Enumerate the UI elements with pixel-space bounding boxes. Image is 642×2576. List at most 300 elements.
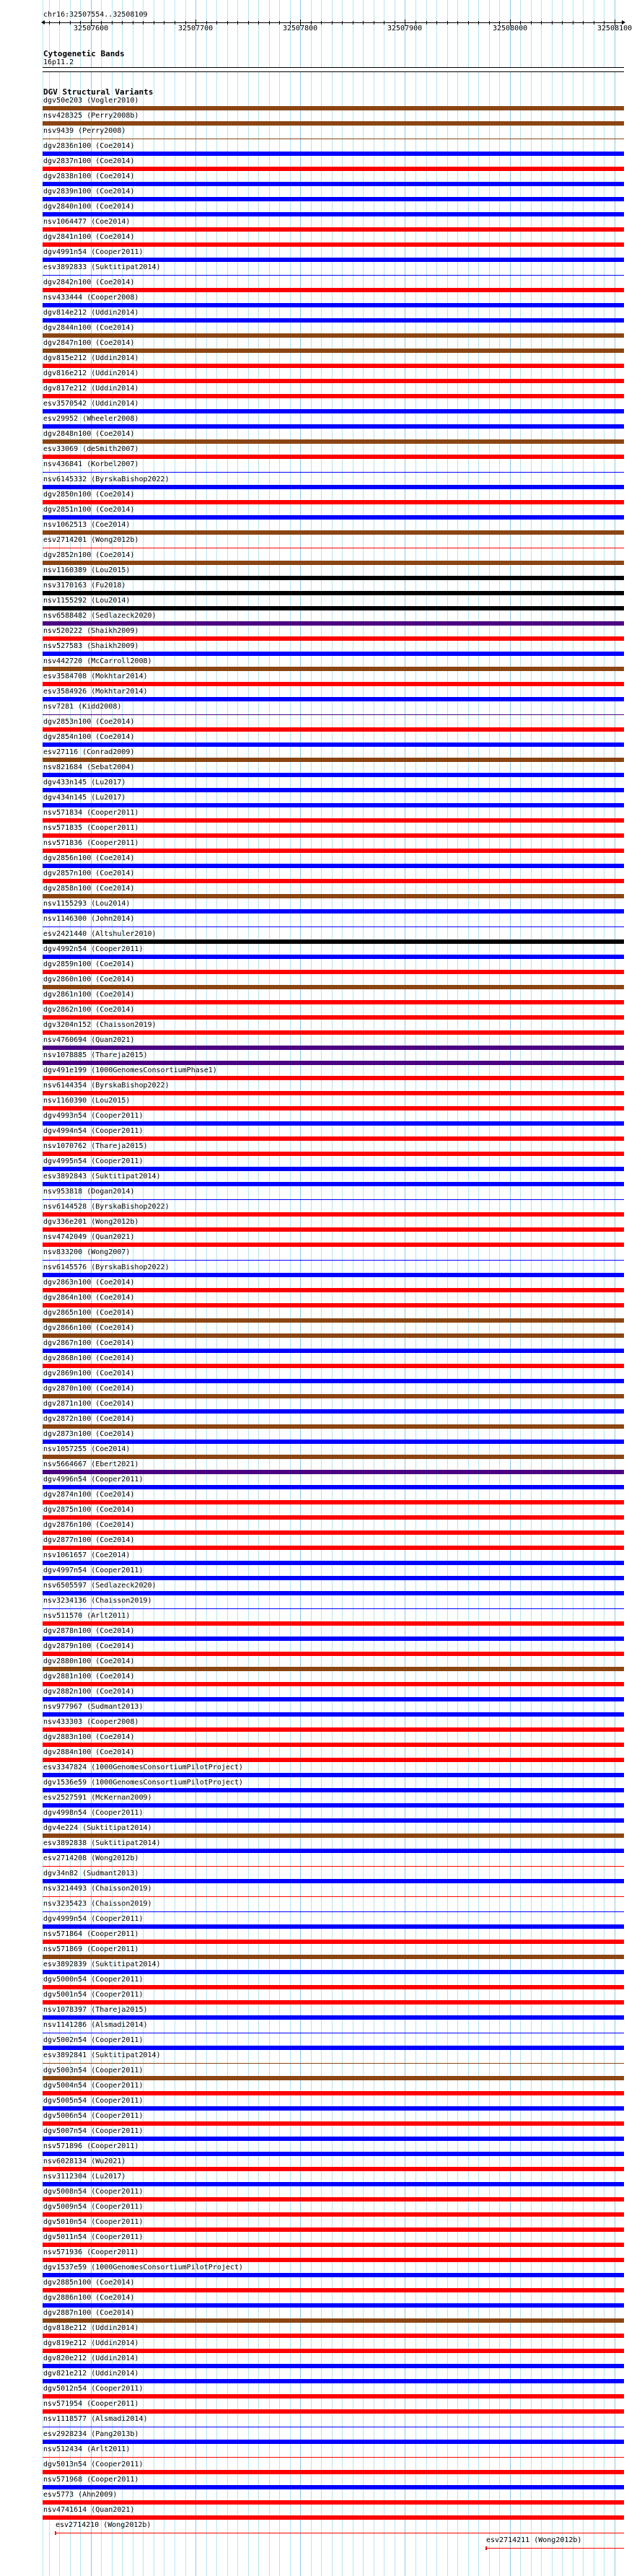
variant-bar[interactable] xyxy=(43,2076,624,2080)
variant-label[interactable]: dgv2877n100 (Coe2014) xyxy=(43,1536,135,1544)
variant-bar[interactable] xyxy=(43,894,624,898)
variant-bar[interactable] xyxy=(43,2515,624,2520)
variant-label[interactable]: nsv4742049 (Quan2021) xyxy=(43,1233,135,1241)
variant-label[interactable]: nsv6144354 (ByrskaBishop2022) xyxy=(43,1082,170,1090)
variant-bar[interactable] xyxy=(43,2273,624,2277)
variant-bar[interactable] xyxy=(43,2197,624,2202)
variant-bar[interactable] xyxy=(43,1152,624,1156)
variant-bar[interactable] xyxy=(43,1621,624,1626)
variant-label[interactable]: dgv5005n54 (Cooper2011) xyxy=(43,2097,144,2105)
variant-bar[interactable] xyxy=(43,349,624,353)
variant-bar[interactable] xyxy=(43,742,624,747)
variant-label[interactable]: dgv2876n100 (Coe2014) xyxy=(43,1521,135,1529)
variant-bar[interactable] xyxy=(43,1394,624,1398)
variant-bar[interactable] xyxy=(43,1091,624,1095)
variant-bar[interactable] xyxy=(43,1515,624,1520)
variant-label[interactable]: dgv2863n100 (Coe2014) xyxy=(43,1279,135,1287)
variant-label[interactable]: nsv7281 (Kidd2008) xyxy=(43,703,122,711)
variant-label[interactable]: nsv1155292 (Lou2014) xyxy=(43,597,131,605)
variant-bar[interactable] xyxy=(43,1818,624,1823)
variant-bar[interactable] xyxy=(43,1940,624,1944)
variant-bar[interactable] xyxy=(43,1030,624,1035)
variant-label[interactable]: nsv3235423 (Chaisson2019) xyxy=(43,1900,152,1908)
variant-label[interactable]: nsv1118577 (Alsmadi2014) xyxy=(43,2415,148,2423)
variant-label[interactable]: dgv5012n54 (Cooper2011) xyxy=(43,2385,144,2393)
variant-bar[interactable] xyxy=(43,1985,624,1989)
variant-label[interactable]: nsv4760694 (Quan2021) xyxy=(43,1036,135,1044)
variant-bar[interactable] xyxy=(43,2227,624,2232)
variant-bar[interactable] xyxy=(43,2349,624,2353)
variant-label[interactable]: dgv491e199 (1000GenomesConsortiumPhase1) xyxy=(43,1066,217,1074)
variant-bar[interactable] xyxy=(43,985,624,989)
variant-label[interactable]: dgv2840n100 (Coe2014) xyxy=(43,203,135,211)
variant-label[interactable]: dgv2868n100 (Coe2014) xyxy=(43,1354,135,1362)
variant-bar[interactable] xyxy=(43,2457,624,2458)
variant-bar[interactable] xyxy=(43,1000,624,1004)
variant-bar[interactable] xyxy=(43,2063,624,2064)
variant-bar[interactable] xyxy=(43,1243,624,1247)
variant-bar[interactable] xyxy=(43,2137,624,2141)
variant-bar[interactable] xyxy=(43,1866,624,1867)
variant-bar[interactable] xyxy=(43,275,624,276)
variant-bar[interactable] xyxy=(43,500,624,504)
variant-bar[interactable] xyxy=(43,2394,624,2398)
variant-bar[interactable] xyxy=(43,803,624,807)
variant-label[interactable]: nsv4741614 (Quan2021) xyxy=(43,2506,135,2514)
variant-bar[interactable] xyxy=(43,1424,624,1429)
variant-label[interactable]: dgv2867n100 (Coe2014) xyxy=(43,1339,135,1347)
variant-bar[interactable] xyxy=(43,591,624,595)
variant-bar[interactable] xyxy=(43,682,624,686)
variant-label[interactable]: esv2421440 (Altshuler2010) xyxy=(43,930,157,938)
variant-label[interactable]: dgv2848n100 (Coe2014) xyxy=(43,430,135,438)
variant-label[interactable]: dgv34n82 (Sudmant2013) xyxy=(43,1870,139,1878)
variant-label[interactable]: dgv2838n100 (Coe2014) xyxy=(43,172,135,180)
variant-bar[interactable] xyxy=(43,439,624,444)
variant-label[interactable]: nsv571896 (Cooper2011) xyxy=(43,2142,139,2150)
variant-label[interactable]: dgv4991n54 (Cooper2011) xyxy=(43,248,144,256)
variant-label[interactable]: dgv5008n54 (Cooper2011) xyxy=(43,2188,144,2196)
variant-label[interactable]: dgv2851n100 (Coe2014) xyxy=(43,506,135,514)
variant-label[interactable]: dgv2874n100 (Coe2014) xyxy=(43,1491,135,1499)
variant-label[interactable]: nsv1064477 (Coe2014) xyxy=(43,218,131,226)
variant-label[interactable]: esv2714201 (Wong2012b) xyxy=(43,536,139,544)
variant-bar[interactable] xyxy=(43,455,624,459)
variant-label[interactable]: dgv2885n100 (Coe2014) xyxy=(43,2279,135,2287)
variant-label[interactable]: dgv5009n54 (Cooper2011) xyxy=(43,2203,144,2211)
variant-label[interactable]: dgv821e212 (Uddin2014) xyxy=(43,2370,139,2378)
variant-bar[interactable] xyxy=(43,1076,624,1080)
variant-label[interactable]: dgv4997n54 (Cooper2011) xyxy=(43,1567,144,1574)
variant-label[interactable]: nsv428325 (Perry2008b) xyxy=(43,112,139,120)
variant-bar[interactable] xyxy=(43,1061,624,1065)
variant-bar[interactable] xyxy=(43,2409,624,2414)
variant-bar[interactable] xyxy=(43,2379,624,2383)
variant-label[interactable]: nsv436841 (Korbel2007) xyxy=(43,460,139,468)
variant-label[interactable]: nsv6145332 (ByrskaBishop2022) xyxy=(43,476,170,483)
variant-bar[interactable] xyxy=(43,576,624,580)
variant-bar[interactable] xyxy=(43,1970,624,1974)
variant-bar[interactable] xyxy=(43,2015,624,2020)
cytoband-bar[interactable] xyxy=(43,67,624,72)
variant-bar[interactable] xyxy=(43,1591,624,1595)
variant-label[interactable]: dgv336e201 (Wong2012b) xyxy=(43,1218,139,1226)
variant-label[interactable]: nsv433303 (Cooper2008) xyxy=(43,1718,139,1726)
variant-label[interactable]: dgv2856n100 (Coe2014) xyxy=(43,854,135,862)
variant-label[interactable]: nsv6145576 (ByrskaBishop2022) xyxy=(43,1263,170,1271)
variant-bar[interactable] xyxy=(43,818,624,823)
variant-label[interactable]: nsv1146300 (John2014) xyxy=(43,915,135,923)
variant-label[interactable]: nsv571869 (Cooper2011) xyxy=(43,1945,139,1953)
variant-bar[interactable] xyxy=(43,2470,624,2474)
variant-bar[interactable] xyxy=(43,1637,624,1641)
variant-bar[interactable] xyxy=(43,1182,624,1186)
variant-label[interactable]: dgv819e212 (Uddin2014) xyxy=(43,2339,139,2347)
variant-label[interactable]: dgv434n145 (Lu2017) xyxy=(43,794,126,802)
variant-bar[interactable] xyxy=(43,106,624,110)
variant-label[interactable]: dgv2865n100 (Coe2014) xyxy=(43,1309,135,1317)
variant-bar[interactable] xyxy=(43,727,624,732)
variant-bar[interactable] xyxy=(43,1227,624,1232)
variant-label[interactable]: esv3892838 (Suktitipat2014) xyxy=(43,1839,161,1847)
variant-label[interactable]: dgv2852n100 (Coe2014) xyxy=(43,551,135,559)
variant-bar[interactable] xyxy=(43,530,624,535)
variant-bar[interactable] xyxy=(43,1773,624,1777)
variant-bar[interactable] xyxy=(43,333,624,338)
variant-label[interactable]: dgv2853n100 (Coe2014) xyxy=(43,718,135,726)
variant-label[interactable]: nsv953818 (Dogan2014) xyxy=(43,1188,135,1196)
variant-bar[interactable] xyxy=(43,1303,624,1307)
variant-label[interactable]: nsv571836 (Cooper2011) xyxy=(43,839,139,847)
variant-bar[interactable] xyxy=(43,833,624,838)
variant-label[interactable]: nsv3234136 (Chaisson2019) xyxy=(43,1597,152,1605)
variant-bar[interactable] xyxy=(43,1440,624,1444)
variant-label[interactable]: dgv814e212 (Uddin2014) xyxy=(43,309,139,317)
variant-label[interactable]: dgv817e212 (Uddin2014) xyxy=(43,385,139,393)
variant-bar[interactable] xyxy=(43,1911,624,1912)
variant-label[interactable]: nsv6505597 (Sedlazeck2020) xyxy=(43,1582,157,1590)
variant-bar[interactable] xyxy=(43,697,624,701)
variant-label[interactable]: dgv4994n54 (Cooper2011) xyxy=(43,1127,144,1135)
variant-label[interactable]: dgv2872n100 (Coe2014) xyxy=(43,1415,135,1423)
variant-bar[interactable] xyxy=(43,1121,624,1126)
variant-label[interactable]: esv2714211 (Wong2012b) xyxy=(486,2536,582,2544)
variant-bar[interactable] xyxy=(43,1409,624,1414)
variant-label[interactable]: nsv977967 (Sudmant2013) xyxy=(43,1703,144,1711)
variant-label[interactable]: nsv1057255 (Coe2014) xyxy=(43,1445,131,1453)
variant-bar[interactable] xyxy=(43,424,624,429)
variant-bar[interactable] xyxy=(43,773,624,777)
variant-bar[interactable] xyxy=(43,879,624,883)
variant-label[interactable]: esv5773 (Ahn2009) xyxy=(43,2491,118,2499)
variant-label[interactable]: nsv442720 (McCarroll2008) xyxy=(43,657,152,665)
variant-bar[interactable] xyxy=(43,2182,624,2186)
variant-bar[interactable] xyxy=(43,1546,624,1550)
variant-bar[interactable] xyxy=(43,1167,624,1171)
variant-bar[interactable] xyxy=(43,864,624,868)
variant-label[interactable]: nsv571936 (Cooper2011) xyxy=(43,2248,139,2256)
variant-bar[interactable] xyxy=(43,2121,624,2126)
variant-label[interactable]: nsv571864 (Cooper2011) xyxy=(43,1930,139,1938)
variant-label[interactable]: dgv4996n54 (Cooper2011) xyxy=(43,1476,144,1484)
variant-bar[interactable] xyxy=(43,1288,624,1292)
variant-label[interactable]: esv3892843 (Suktitipat2014) xyxy=(43,1173,161,1180)
variant-bar[interactable] xyxy=(43,1379,624,1383)
variant-label[interactable]: nsv511570 (Arlt2011) xyxy=(43,1612,131,1620)
variant-bar[interactable] xyxy=(43,652,624,656)
variant-label[interactable]: dgv4999n54 (Cooper2011) xyxy=(43,1915,144,1923)
variant-bar[interactable] xyxy=(43,2000,624,2005)
variant-bar[interactable] xyxy=(43,288,624,292)
variant-label[interactable]: nsv1061657 (Coe2014) xyxy=(43,1551,131,1559)
variant-bar[interactable] xyxy=(43,394,624,398)
variant-bar[interactable] xyxy=(43,909,624,914)
variant-bar[interactable] xyxy=(43,2500,624,2505)
variant-bar[interactable] xyxy=(43,364,624,368)
variant-bar[interactable] xyxy=(43,303,624,307)
variant-label[interactable]: nsv520222 (Shaikh2009) xyxy=(43,627,139,635)
variant-bar[interactable] xyxy=(43,1697,624,1701)
variant-label[interactable]: dgv2842n100 (Coe2014) xyxy=(43,279,135,286)
variant-label[interactable]: esv3584926 (Mokhtar2014) xyxy=(43,688,148,696)
variant-label[interactable]: dgv2854n100 (Coe2014) xyxy=(43,733,135,741)
variant-label[interactable]: dgv2839n100 (Coe2014) xyxy=(43,188,135,196)
variant-bar[interactable] xyxy=(43,667,624,671)
variant-label[interactable]: dgv433n145 (Lu2017) xyxy=(43,779,126,787)
variant-label[interactable]: nsv1062513 (Coe2014) xyxy=(43,521,131,529)
variant-bar[interactable] xyxy=(43,1955,624,1959)
variant-bar[interactable] xyxy=(43,939,624,944)
variant-label[interactable]: esv2928234 (Pang2013b) xyxy=(43,2430,139,2438)
variant-label[interactable]: dgv2841n100 (Coe2014) xyxy=(43,233,135,241)
variant-bar[interactable] xyxy=(43,1667,624,1671)
variant-bar[interactable] xyxy=(43,1455,624,1459)
variant-label[interactable]: nsv821684 (Sebat2004) xyxy=(43,763,135,771)
variant-bar[interactable] xyxy=(43,409,624,413)
variant-bar[interactable] xyxy=(43,1896,624,1897)
variant-bar[interactable] xyxy=(43,1530,624,1535)
variant-label[interactable]: nsv571954 (Cooper2011) xyxy=(43,2400,139,2408)
variant-label[interactable]: dgv5003n54 (Cooper2011) xyxy=(43,2067,144,2075)
variant-bar[interactable] xyxy=(485,2548,624,2549)
variant-label[interactable]: esv3892841 (Suktitipat2014) xyxy=(43,2051,161,2059)
variant-label[interactable]: dgv816e212 (Uddin2014) xyxy=(43,369,139,377)
variant-label[interactable]: nsv1160390 (Lou2015) xyxy=(43,1097,131,1105)
variant-bar[interactable] xyxy=(43,167,624,171)
variant-bar[interactable] xyxy=(43,1318,624,1323)
variant-bar[interactable] xyxy=(43,621,624,626)
variant-bar[interactable] xyxy=(43,1470,624,1474)
variant-label[interactable]: nsv1141286 (Alsmadi2014) xyxy=(43,2021,148,2029)
variant-label[interactable]: dgv2883n100 (Coe2014) xyxy=(43,1733,135,1741)
variant-bar[interactable] xyxy=(43,714,624,715)
variant-label[interactable]: esv33069 (deSmith2007) xyxy=(43,445,139,453)
variant-label[interactable]: dgv2880n100 (Coe2014) xyxy=(43,1657,135,1665)
variant-label[interactable]: nsv6588482 (Sedlazeck2020) xyxy=(43,612,157,620)
variant-bar[interactable] xyxy=(43,2288,624,2292)
variant-label[interactable]: nsv1160389 (Lou2015) xyxy=(43,566,131,574)
variant-bar[interactable] xyxy=(43,2212,624,2217)
variant-bar[interactable] xyxy=(43,1712,624,1717)
variant-bar[interactable] xyxy=(43,1106,624,1110)
variant-bar[interactable] xyxy=(43,485,624,489)
variant-label[interactable]: dgv5006n54 (Cooper2011) xyxy=(43,2112,144,2120)
variant-label[interactable]: esv27116 (Conrad2009) xyxy=(43,748,135,756)
variant-label[interactable]: esv2714210 (Wong2012b) xyxy=(56,2521,151,2529)
variant-label[interactable]: nsv1155293 (Lou2014) xyxy=(43,900,131,908)
variant-bar[interactable] xyxy=(43,2243,624,2247)
variant-label[interactable]: dgv2873n100 (Coe2014) xyxy=(43,1430,135,1438)
variant-bar[interactable] xyxy=(43,1834,624,1838)
variant-label[interactable]: dgv2884n100 (Coe2014) xyxy=(43,1748,135,1756)
variant-label[interactable]: nsv833200 (Wong2007) xyxy=(43,1248,131,1256)
variant-bar[interactable] xyxy=(43,788,624,792)
variant-bar[interactable] xyxy=(43,227,624,232)
variant-bar[interactable] xyxy=(43,1364,624,1368)
variant-label[interactable]: esv3892833 (Suktitipat2014) xyxy=(43,263,161,271)
variant-label[interactable]: nsv6144528 (ByrskaBishop2022) xyxy=(43,1203,170,1211)
variant-label[interactable]: nsv3112304 (Lu2017) xyxy=(43,2173,126,2181)
variant-label[interactable]: nsv5664667 (Ebert2021) xyxy=(43,1460,139,1468)
variant-label[interactable]: nsv9439 (Perry2008) xyxy=(43,127,126,135)
variant-bar[interactable] xyxy=(43,1788,624,1792)
variant-label[interactable]: nsv1070762 (Thareja2015) xyxy=(43,1142,148,1150)
variant-label[interactable]: dgv5001n54 (Cooper2011) xyxy=(43,1991,144,1999)
variant-label[interactable]: esv3570542 (Uddin2014) xyxy=(43,400,139,408)
variant-label[interactable]: dgv5013n54 (Cooper2011) xyxy=(43,2461,144,2468)
variant-bar[interactable] xyxy=(43,561,624,565)
variant-bar[interactable] xyxy=(43,2303,624,2308)
variant-label[interactable]: nsv3214493 (Chaisson2019) xyxy=(43,1885,152,1893)
variant-label[interactable]: dgv2860n100 (Coe2014) xyxy=(43,976,135,983)
variant-bar[interactable] xyxy=(43,182,624,186)
variant-bar[interactable] xyxy=(43,1803,624,1808)
variant-bar[interactable] xyxy=(43,212,624,216)
variant-bar[interactable] xyxy=(43,1758,624,1762)
variant-bar[interactable] xyxy=(43,1924,624,1929)
variant-bar[interactable] xyxy=(43,2334,624,2338)
variant-label[interactable]: dgv2869n100 (Coe2014) xyxy=(43,1370,135,1377)
variant-label[interactable]: dgv2870n100 (Coe2014) xyxy=(43,1385,135,1393)
variant-bar[interactable] xyxy=(43,1652,624,1656)
variant-bar[interactable] xyxy=(43,472,624,473)
variant-label[interactable]: dgv2864n100 (Coe2014) xyxy=(43,1294,135,1302)
variant-bar[interactable] xyxy=(43,1561,624,1565)
variant-label[interactable]: dgv2862n100 (Coe2014) xyxy=(43,1006,135,1014)
variant-label[interactable]: nsv1078885 (Thareja2015) xyxy=(43,1051,148,1059)
variant-bar[interactable] xyxy=(43,636,624,641)
variant-label[interactable]: dgv4993n54 (Cooper2011) xyxy=(43,1112,144,1120)
variant-label[interactable]: dgv1536e59 (1000GenomesConsortiumPilotProject) xyxy=(43,1779,243,1787)
variant-bar[interactable] xyxy=(43,1485,624,1489)
variant-label[interactable]: dgv5010n54 (Cooper2011) xyxy=(43,2218,144,2226)
variant-label[interactable]: dgv2857n100 (Coe2014) xyxy=(43,869,135,877)
variant-bar[interactable] xyxy=(43,2046,624,2050)
variant-label[interactable]: dgv1537e59 (1000GenomesConsortiumPilotProject) xyxy=(43,2264,243,2271)
variant-label[interactable]: dgv2850n100 (Coe2014) xyxy=(43,491,135,499)
variant-bar[interactable] xyxy=(43,2318,624,2323)
variant-label[interactable]: esv3892839 (Suktitipat2014) xyxy=(43,1961,161,1968)
variant-bar[interactable] xyxy=(43,242,624,247)
variant-bar[interactable] xyxy=(43,2152,624,2156)
variant-label[interactable]: dgv2847n100 (Coe2014) xyxy=(43,339,135,347)
variant-label[interactable]: dgv2887n100 (Coe2014) xyxy=(43,2309,135,2317)
variant-label[interactable]: dgv5007n54 (Cooper2011) xyxy=(43,2127,144,2135)
variant-bar[interactable] xyxy=(43,197,624,201)
variant-bar[interactable] xyxy=(43,379,624,383)
variant-label[interactable]: nsv571834 (Cooper2011) xyxy=(43,809,139,817)
variant-label[interactable]: esv2714208 (Wong2012b) xyxy=(43,1854,139,1862)
variant-label[interactable]: nsv571968 (Cooper2011) xyxy=(43,2476,139,2484)
variant-bar[interactable] xyxy=(43,955,624,959)
variant-label[interactable]: dgv5011n54 (Cooper2011) xyxy=(43,2233,144,2241)
variant-bar[interactable] xyxy=(43,606,624,610)
variant-label[interactable]: dgv2879n100 (Coe2014) xyxy=(43,1642,135,1650)
variant-bar[interactable] xyxy=(43,758,624,762)
variant-label[interactable]: dgv2859n100 (Coe2014) xyxy=(43,960,135,968)
variant-bar[interactable] xyxy=(43,1743,624,1747)
variant-label[interactable]: dgv2866n100 (Coe2014) xyxy=(43,1324,135,1332)
variant-label[interactable]: nsv571835 (Cooper2011) xyxy=(43,824,139,832)
variant-label[interactable]: dgv2844n100 (Coe2014) xyxy=(43,324,135,332)
variant-label[interactable]: dgv820e212 (Uddin2014) xyxy=(43,2354,139,2362)
variant-label[interactable]: dgv3204n152 (Chaisson2019) xyxy=(43,1021,157,1029)
variant-bar[interactable] xyxy=(43,2485,624,2489)
variant-bar[interactable] xyxy=(43,1260,624,1261)
variant-label[interactable]: dgv2837n100 (Coe2014) xyxy=(43,157,135,165)
variant-bar[interactable] xyxy=(43,1015,624,1020)
variant-bar[interactable] xyxy=(43,515,624,520)
variant-label[interactable]: dgv50e203 (Vogler2010) xyxy=(43,97,139,105)
variant-label[interactable]: dgv2882n100 (Coe2014) xyxy=(43,1688,135,1696)
variant-bar[interactable] xyxy=(43,1199,624,1200)
variant-bar[interactable] xyxy=(43,2106,624,2111)
variant-label[interactable]: dgv4995n54 (Cooper2011) xyxy=(43,1157,144,1165)
variant-bar[interactable] xyxy=(43,970,624,974)
variant-label[interactable]: esv3584708 (Mokhtar2014) xyxy=(43,673,148,680)
variant-label[interactable]: esv3347824 (1000GenomesConsortiumPilotProject) xyxy=(43,1764,243,1771)
variant-bar[interactable] xyxy=(43,152,624,156)
variant-label[interactable]: nsv1078397 (Thareja2015) xyxy=(43,2006,148,2014)
variant-label[interactable]: nsv512434 (Arlt2011) xyxy=(43,2445,131,2453)
variant-bar[interactable] xyxy=(43,2167,624,2171)
variant-label[interactable]: dgv818e212 (Uddin2014) xyxy=(43,2324,139,2332)
variant-bar[interactable] xyxy=(43,1136,624,1141)
variant-bar[interactable] xyxy=(43,2440,624,2444)
variant-label[interactable]: dgv5004n54 (Cooper2011) xyxy=(43,2082,144,2090)
variant-label[interactable]: dgv2858n100 (Coe2014) xyxy=(43,885,135,893)
variant-bar[interactable] xyxy=(43,1333,624,1338)
variant-label[interactable]: nsv6028134 (Wu2021) xyxy=(43,2157,126,2165)
variant-label[interactable]: dgv4998n54 (Cooper2011) xyxy=(43,1809,144,1817)
variant-label[interactable]: nsv527583 (Shaikh2009) xyxy=(43,642,139,650)
variant-label[interactable]: dgv2871n100 (Coe2014) xyxy=(43,1400,135,1408)
variant-label[interactable]: dgv2875n100 (Coe2014) xyxy=(43,1506,135,1514)
variant-bar[interactable] xyxy=(43,1349,624,1353)
variant-bar[interactable] xyxy=(43,1849,624,1853)
variant-bar[interactable] xyxy=(43,318,624,323)
variant-label[interactable]: dgv5000n54 (Cooper2011) xyxy=(43,1976,144,1984)
variant-bar[interactable] xyxy=(43,1682,624,1686)
variant-label[interactable]: nsv3170163 (Fu2018) xyxy=(43,582,126,590)
variant-bar[interactable] xyxy=(43,1576,624,1580)
variant-bar[interactable] xyxy=(43,1046,624,1050)
variant-bar[interactable] xyxy=(43,258,624,262)
variant-bar[interactable] xyxy=(43,1500,624,1504)
variant-bar[interactable] xyxy=(43,1727,624,1732)
variant-bar[interactable] xyxy=(43,2258,624,2262)
variant-bar[interactable] xyxy=(43,2091,624,2095)
